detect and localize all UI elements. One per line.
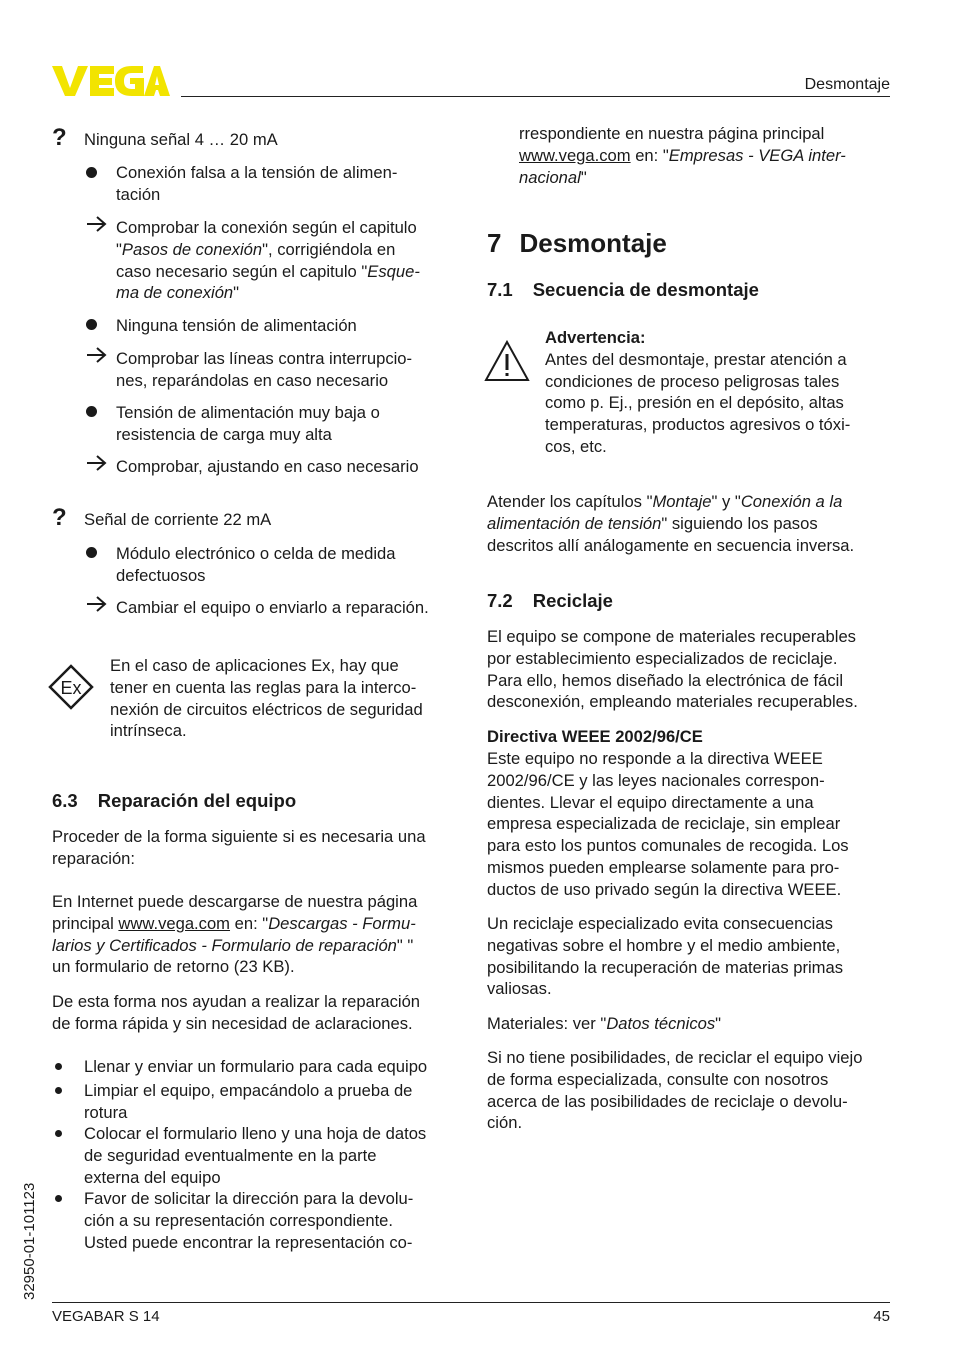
paragraph: Atender los capítulos "Montaje" y "Conexión a la alimentación de tensión" siguiendo los pasos descritos allí análogamente en secuencia inversa.	[487, 492, 855, 555]
paragraph: Proceder de la forma siguiente si es necesaria una reparación:	[52, 827, 426, 868]
paragraph: rrespondiente en nuestra página principal www.vega.com en: "Empresas - VEGA inter- nacional"	[519, 124, 846, 187]
bullet-icon	[86, 319, 97, 330]
bullet-icon	[86, 406, 97, 417]
fix-text: Comprobar, ajustando en caso necesario	[116, 457, 419, 476]
paragraph: Materiales: ver "Datos técnicos"	[487, 1014, 722, 1033]
list-item: Llenar y enviar un formulario para cada equipo	[84, 1057, 428, 1076]
section-heading: 6.3 Reparación del equipo	[52, 790, 297, 811]
ex-note: En el caso de aplicaciones Ex, hay que tener en cuenta las reglas para la interco- nexión de circuitos eléctricos de seguridad intrínseca.	[110, 656, 423, 741]
section-heading: 7.2 Reciclaje	[487, 590, 613, 611]
arrow-right-icon	[86, 454, 108, 472]
vega-link[interactable]: www.vega.com	[118, 913, 231, 933]
bullet-icon	[55, 1063, 62, 1070]
arrow-right-icon	[86, 346, 108, 364]
bullet-icon	[86, 167, 97, 178]
bullet-icon	[55, 1087, 62, 1094]
paragraph: El equipo se compone de materiales recuperables por establecimiento especializados de reciclaje. Para ello, hemos diseñado la electrónica de fácil desconexión, empleando materiales recuperables.	[487, 627, 858, 712]
header-section-title: Desmontaje	[804, 76, 890, 93]
bullet-icon	[86, 547, 97, 558]
svg-text:Ex: Ex	[60, 678, 82, 698]
cause-text: Ninguna tensión de alimentación	[116, 316, 357, 335]
cause-text: Conexión falsa a la tensión de alimen- tación	[116, 163, 398, 204]
paragraph: Un reciclaje especializado evita consecuencias negativas sobre el hombre y el medio ambiente, posibilitando la recuperación de materias primas valiosas.	[487, 914, 844, 999]
header-rule	[181, 96, 890, 97]
section-heading: 7.1 Secuencia de desmontaje	[487, 279, 759, 300]
fix-text: Comprobar la conexión según el capitulo "Pasos de conexión", corrigiéndola en caso necesario según el capitulo "Esque- ma de conexión"	[116, 218, 420, 303]
document-code: 32950-01-101123	[21, 1182, 38, 1300]
warning-triangle-icon	[484, 338, 530, 384]
fix-text: Comprobar las líneas contra interrupcio- nes, reparándolas en caso necesario	[116, 349, 413, 390]
paragraph: Este equipo no responde a la directiva WEEE 2002/96/CE y las leyes nacionales correspon- dientes. Llevar el equipo directamente a una empresa especializada de reciclaje, sin emplear para esto los puntos comunales de recogida. Los mismos pueden emplearse solamente para pro- ductos de uso privado según la directiva WEEE.	[487, 749, 849, 899]
weee-title: Directiva WEEE 2002/96/CE	[487, 727, 703, 746]
chapter-heading: 7 Desmontaje	[487, 228, 667, 258]
product-name: VEGABAR S 14	[52, 1308, 160, 1325]
paragraph: De esta forma nos ayudan a realizar la reparación de forma rápida y sin necesidad de aclaraciones.	[52, 992, 421, 1033]
list-item: Colocar el formulario lleno y una hoja de datos de seguridad eventualmente en la parte externa del equipo	[84, 1124, 427, 1187]
footer-rule	[52, 1302, 890, 1303]
bullet-icon	[55, 1130, 62, 1137]
bullet-icon	[55, 1195, 62, 1202]
list-item: Favor de solicitar la dirección para la devolu- ción a su representación correspondiente. Usted puede encontrar la representación co-	[84, 1189, 414, 1252]
cause-text: Tensión de alimentación muy baja o resistencia de carga muy alta	[116, 403, 380, 444]
paragraph: En Internet puede descargarse de nuestra página principal www.vega.com en: "Descargas - Formu- larios y Certificados - Formulario de reparación" " un formulario de retorno (23 KB).	[52, 892, 418, 977]
vega-link[interactable]: www.vega.com	[519, 145, 631, 165]
question-icon: ?	[52, 504, 67, 531]
page-number: 45	[873, 1308, 890, 1325]
warning-text: Advertencia: Antes del desmontaje, prestar atención a condiciones de proceso peligrosas tales como p. Ej., presión en el depósito, altas temperaturas, productos agresivos o tóxi- cos, etc.	[545, 328, 851, 456]
paragraph: Si no tiene posibilidades, de reciclar el equipo viejo de forma especializada, consulte con nosotros acerca de las posibilidades de reciclaje o devolu- ción.	[487, 1048, 863, 1133]
fault-title: Señal de corriente 22 mA	[84, 510, 272, 529]
arrow-right-icon	[86, 215, 108, 233]
cause-text: Módulo electrónico o celda de medida defectuosos	[116, 544, 396, 585]
fault-title: Ninguna señal 4 … 20 mA	[84, 130, 278, 149]
list-item: Limpiar el equipo, empacándolo a prueba de rotura	[84, 1081, 413, 1122]
fix-text: Cambiar el equipo o enviarlo a reparación.	[116, 598, 429, 617]
arrow-right-icon	[86, 595, 108, 613]
vega-logo	[52, 64, 170, 98]
question-icon: ?	[52, 124, 67, 151]
ex-protection-icon	[48, 664, 94, 710]
